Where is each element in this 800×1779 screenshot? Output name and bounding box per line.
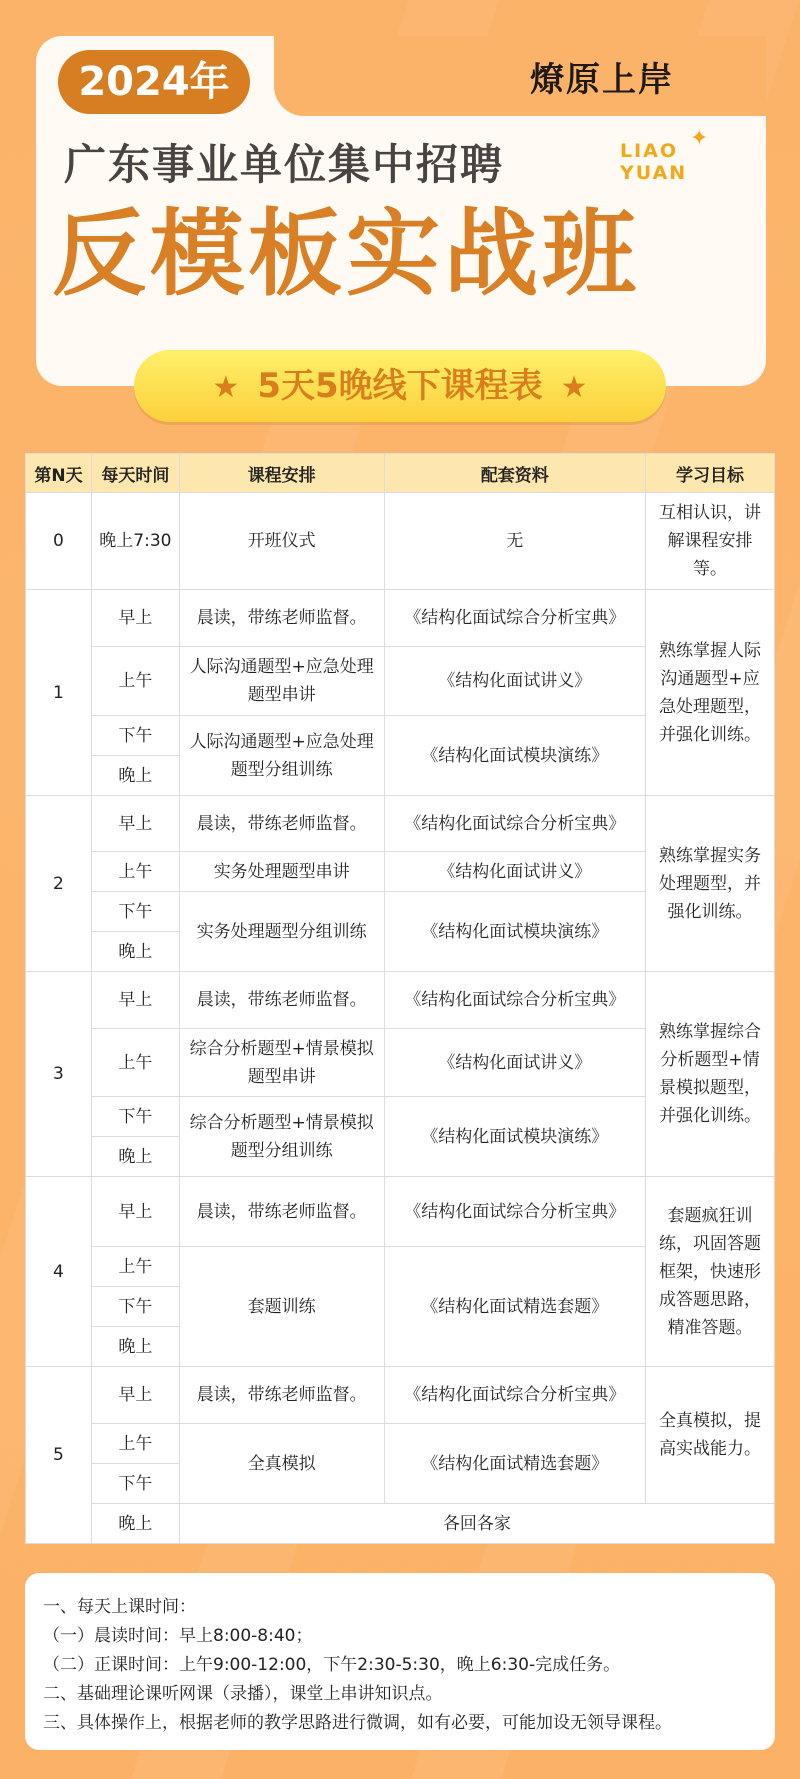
day-number: 3 [26,972,92,1177]
schedule-table [25,453,775,1544]
time-slot: 晚上7:30 [91,493,179,590]
goal-cell: 套题疯狂训练，巩固答题框架，快速形成答题思路，精准答题。 [646,1177,775,1367]
goal-cell: 熟练掌握综合分析题型+情景模拟题型，并强化训练。 [646,972,775,1177]
material-cell: 《结构化面试精选套题》 [384,1424,646,1504]
course-cell: 开班仪式 [179,493,384,590]
course-cell: 晨读，带练老师监督。 [179,590,384,647]
course-cell: 实务处理题型分组训练 [179,892,384,972]
time-slot: 晚上 [91,756,179,796]
time-slot: 下午 [91,1097,179,1137]
goal-cell: 互相认识，讲解课程安排等。 [646,493,775,590]
page-title: 反模板实战班 [52,200,641,309]
column-header: 配套资料 [384,454,646,493]
day-number: 4 [26,1177,92,1367]
brand-logo-line1: LIAO [620,140,679,162]
time-slot: 晚上 [91,1327,179,1367]
column-header: 学习目标 [646,454,775,493]
schedule-label: 5天5晚线下课程表 [257,366,543,406]
material-cell: 《结构化面试综合分析宝典》 [384,590,646,647]
time-slot: 早上 [91,1177,179,1247]
table-row [26,972,775,1029]
column-header: 课程安排 [179,454,384,493]
table-header-row [26,454,775,493]
course-cell: 实务处理题型串讲 [179,852,384,892]
material-cell: 《结构化面试模块演练》 [384,1097,646,1177]
course-cell: 晨读，带练老师监督。 [179,1367,384,1424]
course-cell: 综合分析题型+情景模拟题型分组训练 [179,1097,384,1177]
goal-cell: 全真模拟，提高实战能力。 [646,1367,775,1504]
goal-cell: 熟练掌握实务处理题型，并强化训练。 [646,796,775,972]
note-line: 一、每天上课时间： [43,1597,196,1617]
course-cell: 全真模拟 [179,1424,384,1504]
time-slot: 上午 [91,647,179,716]
brand-logo-line2: YUAN [620,162,688,184]
table-row [26,590,775,647]
day-number: 2 [26,796,92,972]
column-header: 第N天 [26,454,92,493]
time-slot: 早上 [91,590,179,647]
day-number: 1 [26,590,92,796]
course-cell: 晨读，带练老师监督。 [179,796,384,852]
time-slot: 下午 [91,892,179,932]
time-slot: 上午 [91,1424,179,1464]
material-cell: 无 [384,493,646,590]
note-line: 三、具体操作上，根据老师的教学思路进行微调，如有必要，可能加设无领导课程。 [43,1713,672,1733]
goal-cell: 熟练掌握人际沟通题型+应急处理题型，并强化训练。 [646,590,775,796]
time-slot: 早上 [91,796,179,852]
time-slot: 上午 [91,852,179,892]
star-icon: ★ [560,370,588,405]
time-slot: 上午 [91,1029,179,1097]
material-cell: 《结构化面试精选套题》 [384,1247,646,1367]
time-slot: 晚上 [91,1504,179,1544]
material-cell: 《结构化面试模块演练》 [384,892,646,972]
time-slot: 早上 [91,972,179,1029]
material-cell: 《结构化面试综合分析宝典》 [384,972,646,1029]
evening-note-cell: 各回各家 [179,1504,774,1544]
sparkle-icon: ✦ [690,126,709,151]
course-cell: 人际沟通题型+应急处理题型串讲 [179,647,384,716]
table-row [26,493,775,590]
course-cell: 套题训练 [179,1247,384,1367]
time-slot: 上午 [91,1247,179,1287]
brand-name: 燎原上岸 [530,60,674,100]
time-slot: 下午 [91,1287,179,1327]
material-cell: 《结构化面试讲义》 [384,1029,646,1097]
star-icon: ★ [212,370,240,405]
table-row [26,1504,775,1544]
material-cell: 《结构化面试讲义》 [384,647,646,716]
material-cell: 《结构化面试讲义》 [384,852,646,892]
hero-notch [274,36,766,116]
time-slot: 晚上 [91,932,179,972]
table-row [26,1177,775,1247]
notes-card [25,1573,775,1750]
time-slot: 下午 [91,1464,179,1504]
time-slot: 下午 [91,716,179,756]
course-cell: 综合分析题型+情景模拟题型串讲 [179,1029,384,1097]
table-row [26,1367,775,1424]
note-line: （二）正课时间：上午9:00-12:00，下午2:30-5:30，晚上6:30-完成任务。 [43,1655,621,1675]
day-number: 5 [26,1367,92,1544]
course-cell: 晨读，带练老师监督。 [179,972,384,1029]
page-subtitle: 广东事业单位集中招聘 [64,140,505,189]
course-cell: 人际沟通题型+应急处理题型分组训练 [179,716,384,796]
schedule-banner [134,350,666,422]
note-line: 二、基础理论课听网课（录播），课堂上串讲知识点。 [43,1684,443,1704]
material-cell: 《结构化面试综合分析宝典》 [384,1367,646,1424]
note-line: （一）晨读时间：早上8:00-8:40； [43,1626,313,1646]
day-number: 0 [26,493,92,590]
table-row [26,796,775,852]
material-cell: 《结构化面试模块演练》 [384,716,646,796]
time-slot: 早上 [91,1367,179,1424]
brand-logo [620,140,687,184]
time-slot: 晚上 [91,1137,179,1177]
year-badge: 2024年 [58,50,250,114]
course-cell: 晨读，带练老师监督。 [179,1177,384,1247]
material-cell: 《结构化面试综合分析宝典》 [384,796,646,852]
material-cell: 《结构化面试综合分析宝典》 [384,1177,646,1247]
column-header: 每天时间 [91,454,179,493]
